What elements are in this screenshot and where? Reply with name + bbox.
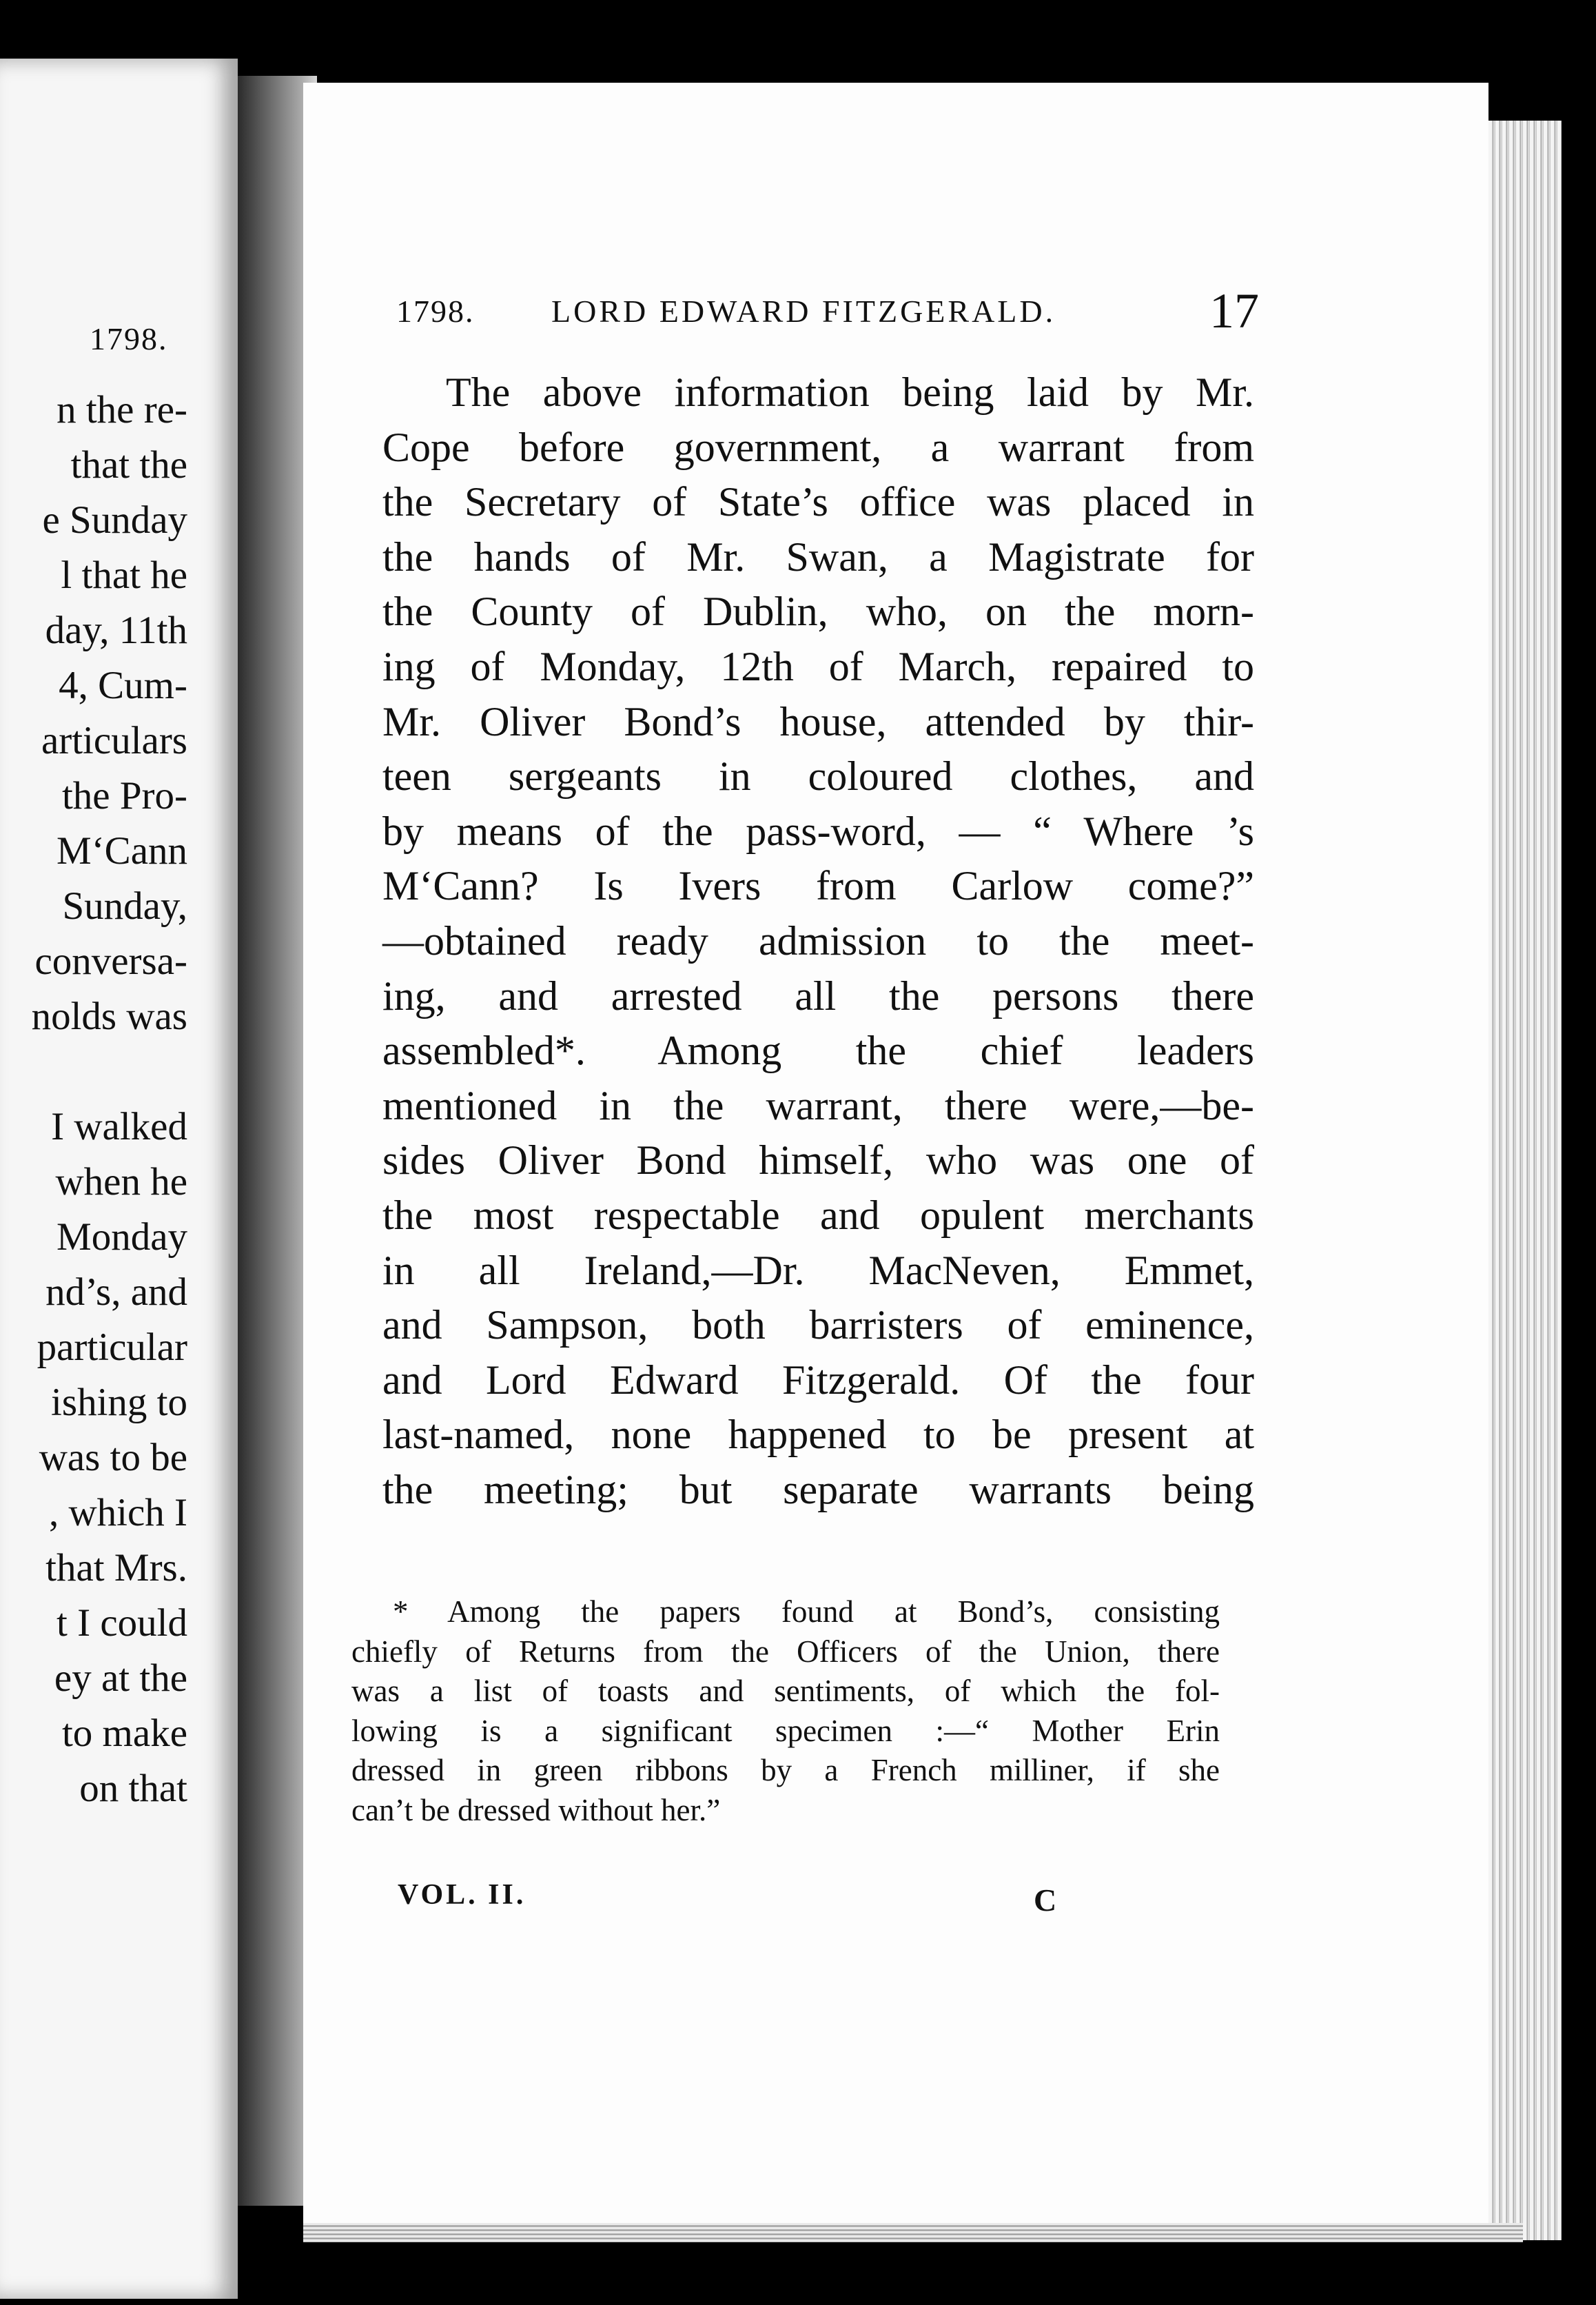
body-line: ing, and arrested all the persons there [382, 973, 1254, 1019]
body-line: —obtained ready admission to the meet- [382, 917, 1254, 964]
page-edges-bottom [303, 2223, 1523, 2242]
footnote-line: dressed in green ribbons by a French milliner, if she [351, 1753, 1220, 1787]
body-text [382, 365, 1254, 1517]
left-line: particular [37, 1326, 187, 1369]
body-line: by means of the pass-word, — “ Where ’s [382, 808, 1254, 854]
body-line: Mr. Oliver Bond’s house, attended by thir- [382, 698, 1254, 744]
left-line: 4, Cum- [59, 664, 187, 707]
body-line: sides Oliver Bond himself, who was one of [382, 1137, 1254, 1184]
left-line: was to be [39, 1436, 187, 1479]
left-line [0, 1044, 187, 1099]
left-line: t I could [57, 1601, 187, 1645]
left-page-year: 1798. [90, 321, 168, 356]
footnote-line: can’t be dressed without her.” [351, 1792, 721, 1827]
body-line: the most respectable and opulent merchants [382, 1192, 1254, 1238]
footnote-line: chiefly of Returns from the Officers of the Union, there [351, 1634, 1220, 1669]
left-line: the Pro- [61, 774, 187, 818]
body-line: the Secretary of State’s office was placed in [382, 479, 1254, 525]
footnote-line: * Among the papers found at Bond’s, consisting [393, 1594, 1220, 1629]
body-line: teen sergeants in coloured clothes, and [382, 753, 1254, 800]
left-line: ishing to [51, 1381, 187, 1424]
body-line: mentioned in the warrant, there were,—be- [382, 1082, 1254, 1128]
left-line: Sunday, [62, 884, 187, 928]
left-line: l that he [61, 554, 187, 597]
body-line: last-named, none happened to be present at [382, 1412, 1254, 1458]
left-line: n the re- [57, 388, 187, 431]
left-page [0, 59, 238, 2299]
left-line: that Mrs. [45, 1546, 187, 1590]
left-line: nd’s, and [45, 1270, 187, 1314]
body-line: the hands of Mr. Swan, a Magistrate for [382, 534, 1254, 580]
left-line: nolds was [31, 995, 187, 1038]
running-head-year: 1798. [396, 294, 475, 329]
body-line: and Sampson, both barristers of eminence, [382, 1302, 1254, 1348]
left-line: ey at the [54, 1656, 187, 1700]
left-line: e Sunday [42, 498, 187, 542]
footnote [351, 1592, 1220, 1830]
body-line: The above information being laid by Mr. [446, 369, 1254, 415]
left-line: when he [55, 1160, 187, 1204]
left-line: that the [70, 443, 187, 487]
body-line: Cope before government, a warrant from [382, 424, 1254, 470]
signature-mark: C [1034, 1882, 1057, 1918]
left-line: , which I [48, 1491, 187, 1534]
body-line: the meeting; but separate warrants being [382, 1466, 1254, 1512]
body-line: the County of Dublin, who, on the morn- [382, 589, 1254, 635]
left-line: conversa- [34, 940, 187, 983]
body-line: assembled*. Among the chief leaders [382, 1028, 1254, 1074]
body-line: and Lord Edward Fitzgerald. Of the four [382, 1357, 1254, 1403]
left-line: day, 11th [45, 609, 187, 652]
body-line: M‘Cann? Is Ivers from Carlow come?” [382, 863, 1254, 909]
left-line: on that [79, 1767, 187, 1810]
footnote-line: was a list of toasts and sentiments, of which the fol- [351, 1674, 1220, 1708]
left-line: to make [61, 1712, 187, 1755]
left-line: I walked [51, 1105, 187, 1148]
running-head-title: LORD EDWARD FITZGERALD. [551, 294, 1056, 329]
left-page-text [0, 383, 187, 1816]
page-number: 17 [1209, 283, 1259, 338]
page-edges [1488, 121, 1562, 2240]
body-line: ing of Monday, 12th of March, repaired to [382, 643, 1254, 689]
body-line: in all Ireland,—Dr. MacNeven, Emmet, [382, 1247, 1254, 1293]
left-line: Monday [57, 1215, 187, 1259]
left-line: articulars [41, 719, 187, 762]
left-line: M‘Cann [57, 829, 187, 873]
volume-signature: VOL. II. [398, 1879, 526, 1911]
footnote-line: lowing is a significant specimen :—“ Mother Erin [351, 1713, 1220, 1748]
